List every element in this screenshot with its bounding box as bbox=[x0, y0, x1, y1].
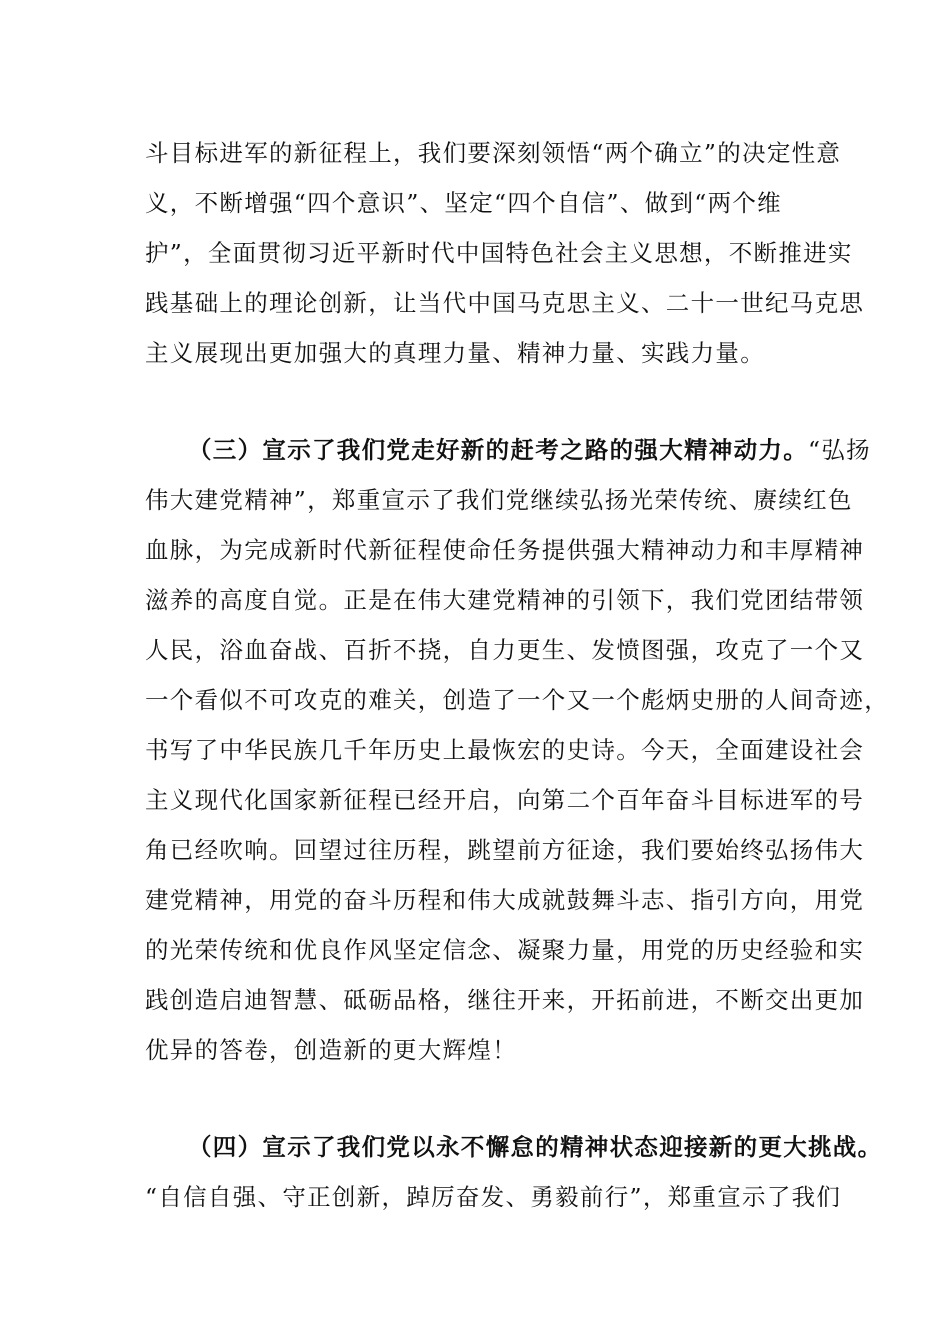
paragraph-line: 主义现代化国家新征程已经开启，向第二个百年奋斗目标进军的号 bbox=[145, 786, 865, 814]
paragraph-line: 书写了中华民族几千年历史上最恢宏的史诗。今天，全面建设社会 bbox=[145, 736, 865, 764]
paragraph-line: 建党精神，用党的奋斗历程和伟大成就鼓舞斗志、指引方向，用党 bbox=[145, 886, 865, 914]
paragraph-line: 的光荣传统和优良作风坚定信念、凝聚力量，用党的历史经验和实 bbox=[145, 936, 865, 964]
paragraph-line: 伟大建党精神”，郑重宣示了我们党继续弘扬光荣传统、赓续红色 bbox=[145, 486, 853, 514]
section-three-first-line-rest: “弘扬 bbox=[808, 436, 871, 464]
paragraph-line: 滋养的高度自觉。正是在伟大建党精神的引领下，我们党团结带领 bbox=[145, 586, 865, 614]
section-three-first-line bbox=[188, 430, 878, 470]
paragraph-line: 优异的答卷，创造新的更大辉煌！ bbox=[145, 1036, 517, 1064]
paragraph-line: 主义展现出更加强大的真理力量、精神力量、实践力量。 bbox=[145, 339, 765, 367]
paragraph-line: 血脉，为完成新时代新征程使命任务提供强大精神动力和丰厚精神 bbox=[145, 536, 865, 564]
paragraph-line: 斗目标进军的新征程上，我们要深刻领悟“两个确立”的决定性意 bbox=[145, 139, 842, 167]
paragraph-line: 义，不断增强“四个意识”、坚定“四个自信”、做到“两个维 bbox=[145, 189, 782, 217]
paragraph-line: 护”，全面贯彻习近平新时代中国特色社会主义思想，不断推进实 bbox=[145, 239, 853, 267]
section-three-heading: （三）宣示了我们党走好新的赶考之路的强大精神动力。 bbox=[188, 436, 808, 464]
paragraph-line: “自信自强、守正创新，踔厉奋发、勇毅前行”，郑重宣示了我们 bbox=[145, 1183, 842, 1211]
section-four-heading: （四）宣示了我们党以永不懈怠的精神状态迎接新的更大挑战。 bbox=[188, 1133, 883, 1161]
paragraph-line: 角已经吹响。回望过往历程，跳望前方征途，我们要始终弘扬伟大 bbox=[145, 836, 865, 864]
paragraph-line: 一个看似不可攻克的难关，创造了一个又一个彪炳史册的人间奇迹， bbox=[145, 686, 889, 714]
paragraph-line: 践创造启迪智慧、砥砺品格，继往开来，开拓前进，不断交出更加 bbox=[145, 986, 865, 1014]
paragraph-line: 人民，浴血奋战、百折不挠，自力更生、发愤图强，攻克了一个又 bbox=[145, 636, 865, 664]
paragraph-line: 践基础上的理论创新，让当代中国马克思主义、二十一世纪马克思 bbox=[145, 289, 865, 317]
